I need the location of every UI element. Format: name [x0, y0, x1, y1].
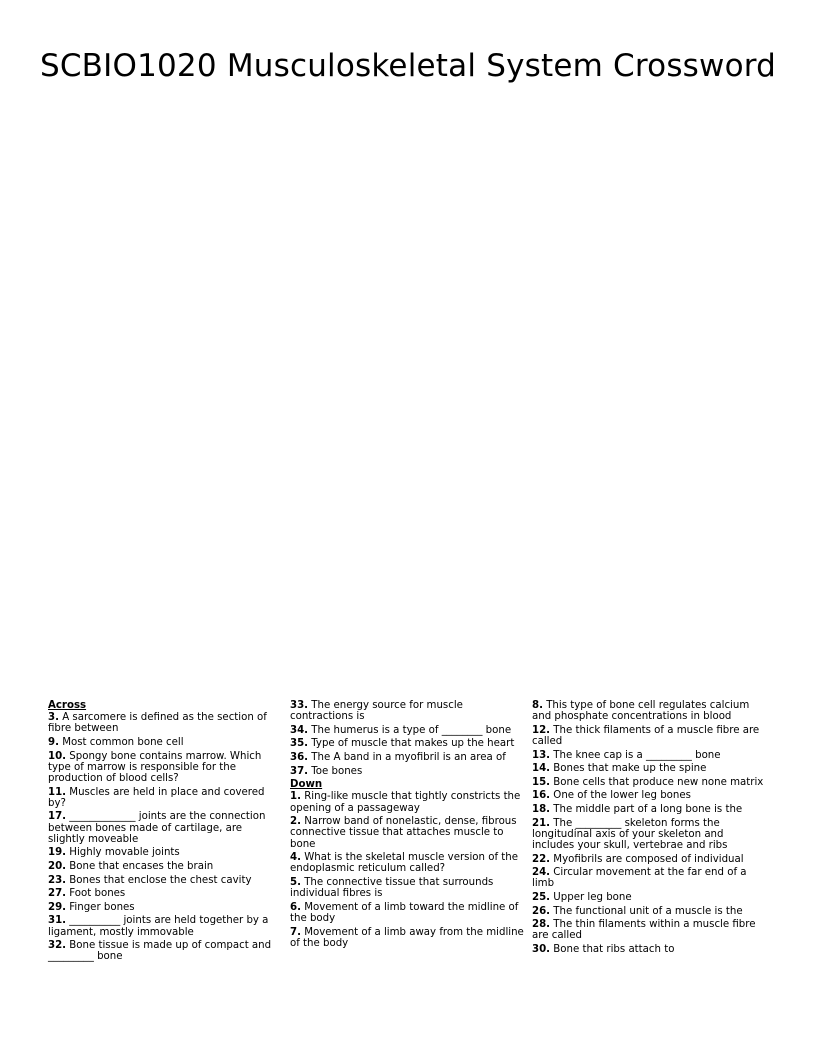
clue-number: 19. — [48, 847, 67, 859]
clue-text: Movement of a limb toward the midline of the body — [290, 901, 519, 924]
clue-text: Type of muscle that makes up the heart — [308, 738, 515, 750]
clue-number: 28. — [532, 919, 551, 931]
clue-text: The middle part of a long bone is the — [550, 803, 743, 815]
clue-item — [532, 892, 768, 903]
clue-item — [48, 875, 278, 886]
clue-text: Most common bone cell — [58, 737, 184, 748]
clue-text: Foot bones — [66, 888, 126, 900]
clue-item — [290, 791, 524, 813]
clue-item — [290, 725, 524, 736]
clue-number: 24. — [532, 867, 551, 879]
clue-item — [532, 818, 768, 852]
clue-text: The A band in a myofibril is an area of — [308, 751, 506, 763]
clue-item — [532, 919, 768, 941]
clue-text: The _________ skeleton forms the longitudinal axis of your skeleton and includes your skull, vertebrae and ribs — [532, 817, 728, 851]
clue-column-2 — [290, 700, 524, 951]
clue-text: The thin filaments within a muscle fibre are called — [532, 919, 756, 942]
clue-column-1 — [48, 700, 278, 965]
clue-text: Ring-like muscle that tightly constricts the opening of a passageway — [290, 791, 521, 814]
clue-item — [48, 915, 278, 937]
clue-text: Bone cells that produce new none matrix — [550, 776, 764, 788]
clue-text: Movement of a limb away from the midline of the body — [290, 926, 524, 949]
clue-number: 12. — [532, 724, 551, 736]
clue-text: Toe bones — [308, 765, 363, 777]
clue-number: 3. — [48, 712, 59, 724]
clue-number: 35. — [290, 738, 309, 750]
clue-item — [48, 888, 278, 899]
clue-text: Bone tissue is made up of compact and _________ bone — [48, 940, 272, 963]
clue-text: The connective tissue that surrounds individual fibres is — [290, 876, 494, 900]
clue-text: The energy source for muscle contractions is — [290, 700, 463, 723]
clue-number: 15. — [532, 776, 551, 788]
clue-number: 21. — [532, 817, 551, 829]
clue-number: 13. — [532, 749, 551, 761]
clue-text: _____________ joints are the connection between bones made of cartilage, are slightly moveable — [48, 811, 266, 845]
page-title: SCBIO1020 Musculoskeletal System Crossword — [39, 48, 777, 84]
clue-number: 2. — [290, 816, 301, 828]
clue-item — [532, 906, 768, 917]
clue-text: Bones that make up the spine — [550, 763, 707, 775]
clue-item — [48, 737, 278, 748]
clue-item — [532, 854, 768, 865]
clue-text: Bone that ribs attach to — [550, 943, 675, 955]
clue-number: 34. — [290, 724, 309, 736]
clue-text: A sarcomere is defined as the section of fibre between — [48, 712, 267, 735]
clue-item — [48, 902, 278, 913]
clue-number: 11. — [48, 786, 67, 798]
clue-number: 29. — [48, 901, 67, 913]
clue-text: Myofibrils are composed of individual — [550, 853, 744, 865]
clue-text: This type of bone cell regulates calcium and phosphate concentrations in blood — [532, 700, 750, 723]
clue-item — [290, 816, 524, 850]
clue-item — [532, 777, 768, 788]
clue-number: 6. — [290, 901, 301, 913]
clue-item — [290, 766, 524, 777]
clue-text: The functional unit of a muscle is the — [550, 905, 743, 917]
clue-item — [48, 712, 278, 734]
clue-number: 26. — [532, 905, 551, 917]
clue-text: Finger bones — [66, 901, 135, 913]
clue-item — [532, 750, 768, 761]
clue-number: 37. — [290, 765, 309, 777]
clue-number: 36. — [290, 751, 309, 763]
clue-number: 7. — [290, 926, 301, 938]
clue-column-3 — [532, 700, 768, 958]
clue-text: The humerus is a type of ________ bone — [308, 724, 512, 736]
clue-item — [290, 877, 524, 899]
clue-item — [532, 790, 768, 801]
clue-number: 18. — [532, 803, 551, 815]
clue-item — [532, 763, 768, 774]
clue-text: One of the lower leg bones — [550, 790, 691, 802]
clue-item — [290, 752, 524, 763]
clue-number: 4. — [290, 852, 301, 864]
clue-number: 1. — [290, 791, 301, 803]
clue-item — [48, 811, 278, 845]
clue-text: The knee cap is a _________ bone — [550, 749, 721, 761]
clue-number: 17. — [48, 811, 67, 823]
clue-text: Bones that enclose the chest cavity — [66, 874, 252, 886]
clue-text: Spongy bone contains marrow. Which type of marrow is responsible for the production of blood cells? — [48, 750, 262, 784]
clue-item — [532, 804, 768, 815]
clue-number: 8. — [532, 700, 543, 711]
clue-number: 14. — [532, 763, 551, 775]
clue-item — [532, 867, 768, 889]
clue-item — [290, 902, 524, 924]
clue-item — [48, 847, 278, 858]
clue-text: Bone that encases the brain — [66, 860, 214, 872]
clue-text: Highly movable joints — [66, 847, 180, 859]
clue-item — [290, 738, 524, 749]
clue-number: 30. — [532, 943, 551, 955]
clue-text: Muscles are held in place and covered by? — [48, 786, 265, 809]
clue-item — [290, 927, 524, 949]
clue-item — [48, 751, 278, 785]
clue-item — [48, 861, 278, 872]
clue-item — [290, 852, 524, 874]
clue-item — [48, 940, 278, 962]
clue-number: 25. — [532, 891, 551, 903]
clue-number: 20. — [48, 860, 67, 872]
clue-item — [290, 700, 524, 722]
clue-number: 32. — [48, 940, 67, 952]
clue-text: The thick filaments of a muscle fibre are called — [532, 724, 760, 747]
clue-text: What is the skeletal muscle version of the endoplasmic reticulum called? — [290, 852, 519, 875]
clue-item — [48, 787, 278, 809]
clue-item — [532, 700, 768, 722]
clue-item — [532, 944, 768, 955]
clue-number: 31. — [48, 915, 67, 927]
down-heading: Down — [290, 779, 323, 791]
clue-text: Narrow band of nonelastic, dense, fibrous connective tissue that attaches muscle to bone — [290, 816, 517, 850]
clue-number: 5. — [290, 876, 301, 888]
clue-number: 33. — [290, 700, 309, 711]
across-heading: Across — [48, 700, 87, 711]
clue-number: 27. — [48, 888, 67, 900]
clue-text: Upper leg bone — [550, 891, 632, 903]
clue-number: 9. — [48, 737, 59, 748]
clue-text: __________ joints are held together by a ligament, mostly immovable — [48, 915, 269, 938]
clue-item — [532, 725, 768, 747]
clue-number: 23. — [48, 874, 67, 886]
clue-number: 22. — [532, 853, 551, 865]
clue-number: 16. — [532, 790, 551, 802]
clue-text: Circular movement at the far end of a limb — [532, 867, 747, 890]
clue-number: 10. — [48, 750, 67, 762]
